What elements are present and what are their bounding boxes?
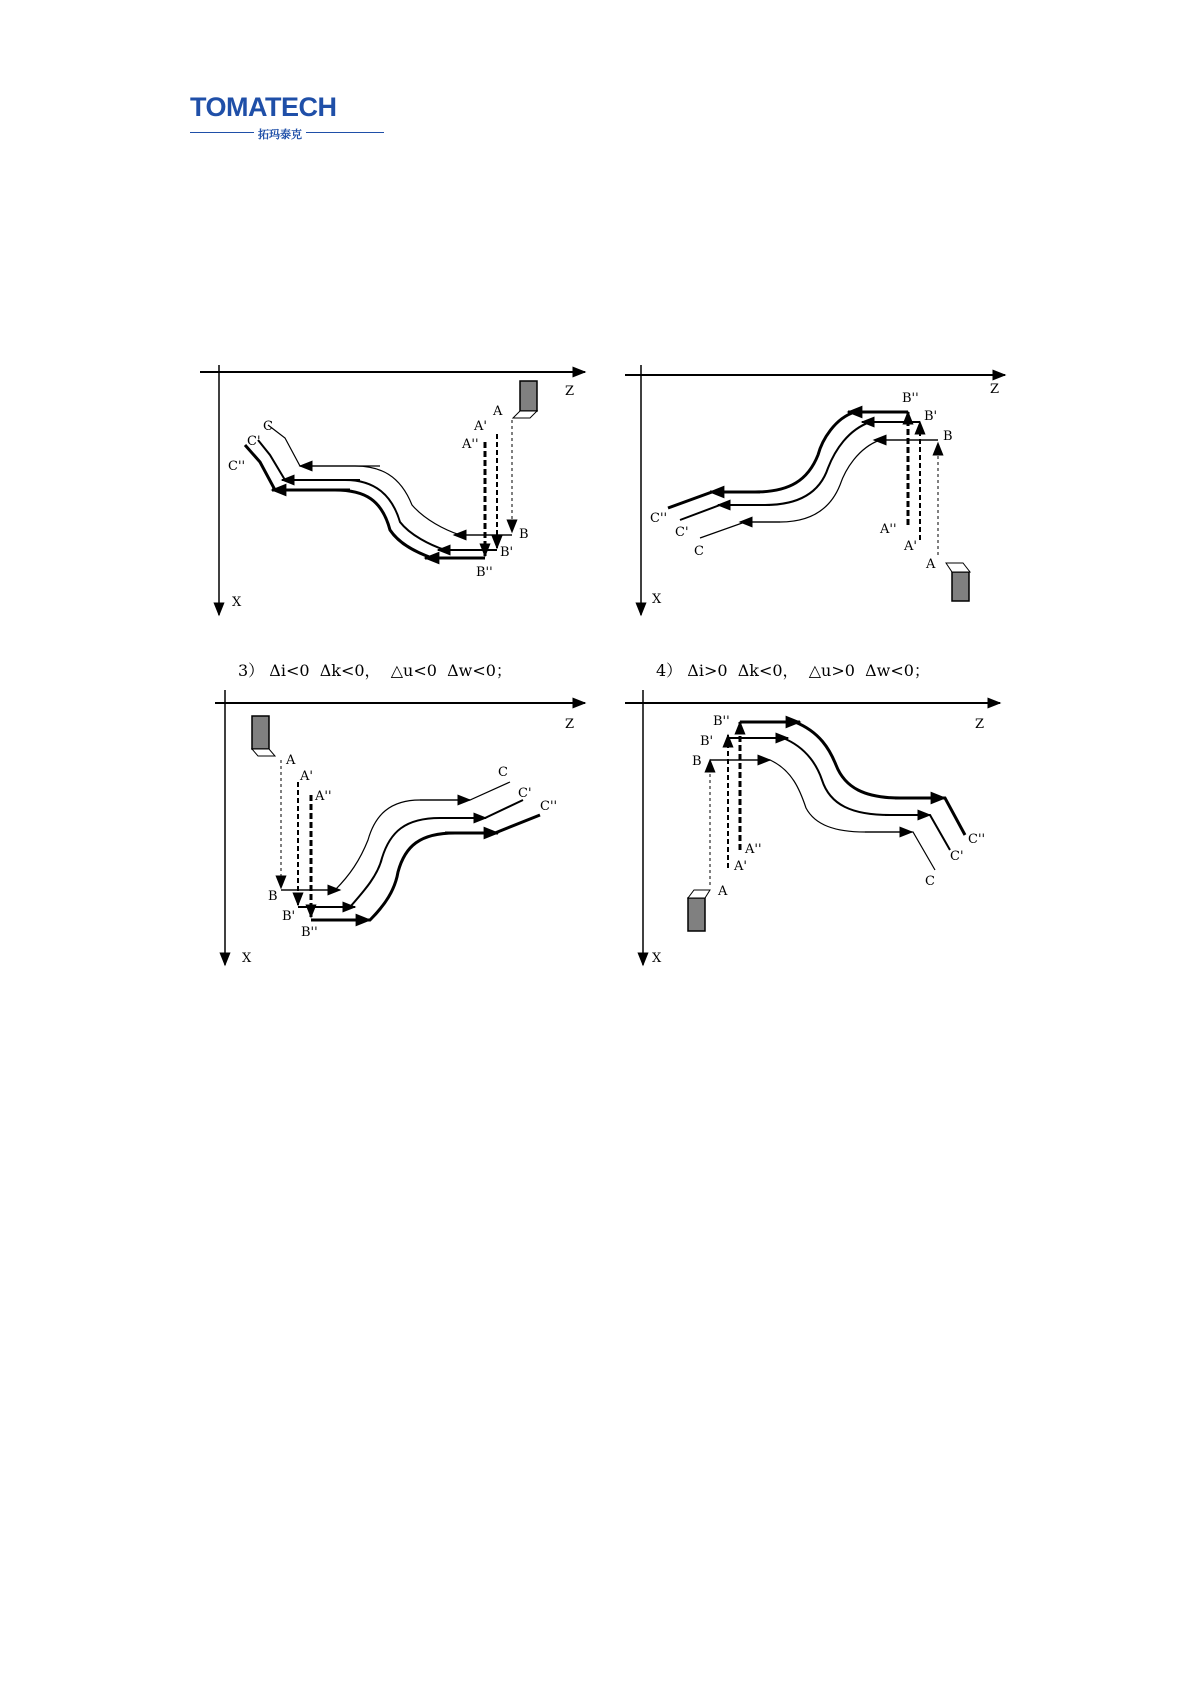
label-b2: B'' xyxy=(902,391,919,406)
label-b1: B' xyxy=(700,734,714,749)
tool-tip xyxy=(252,749,275,756)
axis-z-label: Z xyxy=(565,384,575,399)
profile-c2 xyxy=(245,445,485,558)
tool-tip xyxy=(513,411,537,418)
logo-subtitle: 拓玛泰克 xyxy=(254,126,306,142)
label-c: C xyxy=(694,544,704,559)
profile-c1 xyxy=(728,738,950,850)
profile-c2 xyxy=(668,412,908,508)
label-c: C xyxy=(263,419,273,434)
label-a1: A' xyxy=(300,769,313,784)
cutting-tool xyxy=(952,572,969,601)
profile-c1 xyxy=(680,422,920,520)
label-a1: A' xyxy=(734,859,747,874)
cutting-tool xyxy=(520,381,537,411)
diagram-panel-4 xyxy=(625,690,1000,966)
logo-wordmark: TOMATECH xyxy=(190,92,337,122)
label-b1: B' xyxy=(500,545,514,560)
label-c1: C' xyxy=(675,525,689,540)
profile-c2 xyxy=(311,815,540,920)
cutting-tool xyxy=(252,716,269,749)
label-b2: B'' xyxy=(713,714,730,729)
axis-x-label: X xyxy=(242,951,252,966)
label-b1: B' xyxy=(282,909,296,924)
label-b: B xyxy=(519,527,529,542)
label-b: B xyxy=(268,889,278,904)
caption-panel-4: 4） Δi>0 Δk<0， △u>0 Δw<0； xyxy=(656,661,930,680)
label-a2: A'' xyxy=(880,522,897,537)
axis-x-label: X xyxy=(652,592,662,607)
label-a: A xyxy=(286,753,296,768)
label-c2: C'' xyxy=(968,832,986,847)
tool-tip xyxy=(946,563,970,572)
label-c1: C' xyxy=(950,849,964,864)
label-a1: A' xyxy=(474,419,487,434)
label-b2: B'' xyxy=(476,565,493,580)
label-b1: B' xyxy=(924,409,938,424)
diagram-panel-3 xyxy=(215,690,585,966)
axis-x-label: X xyxy=(232,595,242,610)
axis-z-label: Z xyxy=(990,382,1000,397)
label-c: C xyxy=(498,765,508,780)
tool-tip xyxy=(688,890,710,898)
diagram-panel-1 xyxy=(200,365,585,615)
label-c1: C' xyxy=(518,786,532,801)
axis-z-label: Z xyxy=(565,717,575,732)
label-a: A xyxy=(926,557,936,572)
cutting-tool xyxy=(688,898,705,931)
axis-x-label: X xyxy=(652,951,662,966)
label-c2: C'' xyxy=(540,799,558,814)
profile-c1 xyxy=(298,800,523,907)
label-a: A xyxy=(493,404,503,419)
label-c1: C' xyxy=(247,434,261,449)
label-b: B xyxy=(692,754,702,769)
caption-panel-3: 3） Δi<0 Δk<0， △u<0 Δw<0； xyxy=(238,661,512,680)
axis-z-label: Z xyxy=(975,717,985,732)
label-a: A xyxy=(718,884,728,899)
label-a1: A' xyxy=(904,539,917,554)
label-a2: A'' xyxy=(315,789,332,804)
label-a2: A'' xyxy=(462,437,479,452)
label-c: C xyxy=(925,874,935,889)
label-a2: A'' xyxy=(745,842,762,857)
profile-c1 xyxy=(258,440,497,550)
label-b2: B'' xyxy=(301,925,318,940)
diagram-panel-2 xyxy=(625,365,1005,615)
label-b: B xyxy=(943,429,953,444)
label-c2: C'' xyxy=(228,459,246,474)
label-c2: C'' xyxy=(650,511,668,526)
